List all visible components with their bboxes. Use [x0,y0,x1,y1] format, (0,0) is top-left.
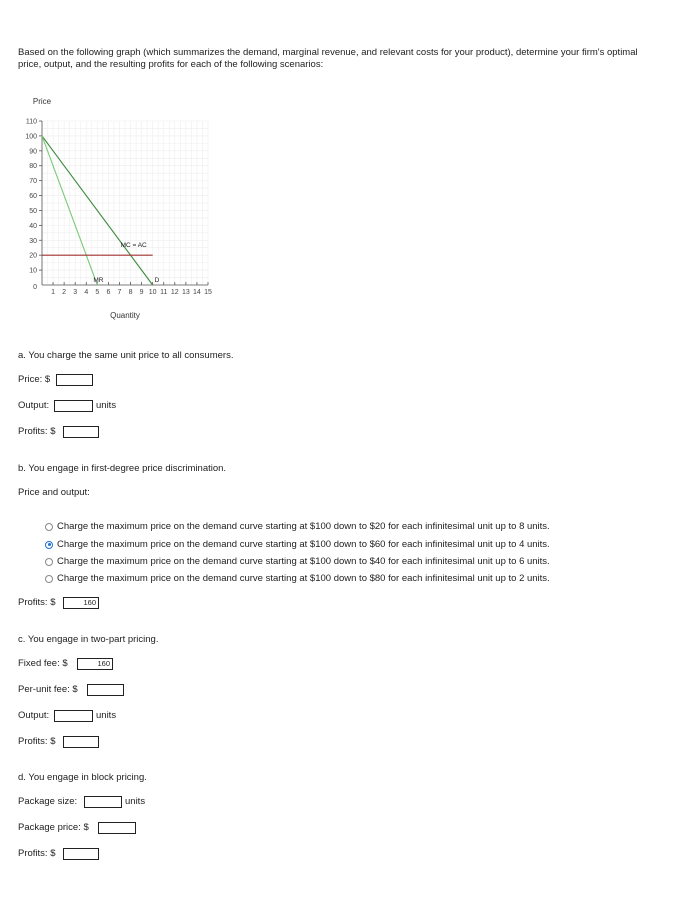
radio-button-4[interactable] [45,575,53,583]
fixed-fee-input[interactable]: 160 [77,658,113,670]
y-tick-label: 100 [25,133,37,141]
y-tick-label: 10 [29,267,37,275]
profits-label-c: Profits: $ [18,736,56,747]
y-axis-label: Price [32,97,52,106]
package-price-label: Package price: $ [18,822,89,833]
profits-input-a[interactable] [63,426,99,438]
x-tick-label: 6 [106,289,111,296]
x-tick-label: 15 [204,289,212,296]
price-label-a: Price: $ [18,374,51,385]
output-unit-a: units [96,400,117,411]
option-1[interactable] [45,521,550,532]
price-output-label-b: Price and output: [18,487,90,498]
mr-label: MR [93,277,104,284]
x-tick-label: 4 [84,289,89,296]
option-1-label: Charge the maximum price on the demand curve starting at $100 down to $20 for each infinitesimal unit up to 8 units. [57,521,550,532]
question-b: b. You engage in first-degree price discrimination. [18,463,227,474]
mc-ac-label: MC = AC [120,242,147,250]
y-tick-label: 50 [29,207,37,215]
per-unit-fee-input[interactable] [87,684,124,696]
profits-label-a: Profits: $ [18,426,56,437]
y-tick-label: 90 [29,148,37,156]
radio-button-1[interactable] [45,523,53,531]
x-tick-label: 9 [139,289,144,296]
x-tick-label: 10 [148,289,157,296]
x-axis-label: Quantity [110,311,140,320]
demand-chart [0,90,230,330]
question-d: d. You engage in block pricing. [18,772,147,783]
package-size-input[interactable] [84,796,122,808]
x-tick-label: 8 [128,289,133,296]
option-3[interactable] [45,556,550,567]
package-price-input[interactable] [98,822,136,834]
profits-input-c[interactable] [63,736,99,748]
x-tick-label: 11 [160,289,168,296]
question-a: a. You charge the same unit price to all consumers. [18,350,234,361]
package-size-label: Package size: [18,796,78,807]
radio-button-3[interactable] [45,558,53,566]
y-tick-label: 60 [29,193,37,201]
per-unit-fee-label: Per-unit fee: $ [18,684,78,695]
y-tick-label: 70 [29,178,37,186]
output-label-a: Output: [18,400,50,411]
output-label-c: Output: [18,710,50,721]
x-tick-label: 1 [51,289,56,296]
package-size-unit: units [125,796,146,807]
price-input-a[interactable] [56,374,93,386]
output-unit-c: units [96,710,117,721]
y-tick-label: 20 [29,252,37,260]
question-c: c. You engage in two-part pricing. [18,634,159,645]
option-4[interactable] [45,573,550,584]
x-tick-label: 12 [170,289,179,296]
x-tick-label: 2 [62,289,67,296]
profits-label-b: Profits: $ [18,597,56,608]
x-tick-label: 13 [181,289,190,296]
option-3-label: Charge the maximum price on the demand curve starting at $100 down to $40 for each infinitesimal unit up to 6 units. [57,556,550,567]
profits-input-b[interactable]: 160 [63,597,99,609]
option-4-label: Charge the maximum price on the demand curve starting at $100 down to $80 for each infinitesimal unit up to 2 units. [57,573,550,584]
option-2[interactable] [45,539,550,550]
intro-text: Based on the following graph (which summarizes the demand, marginal revenue, and relevant costs for your product), determine your firm's optimal price, output, and the resulting profits for each of the following scenarios: [18,47,638,70]
y-tick-label: 40 [29,222,37,230]
output-input-c[interactable] [54,710,93,722]
y-tick-label: 110 [25,118,37,126]
x-tick-label: 3 [73,289,78,296]
y-tick-label: 30 [29,237,37,245]
x-tick-label: 7 [117,289,122,296]
y-tick-label: 80 [29,163,37,171]
option-2-label: Charge the maximum price on the demand curve starting at $100 down to $60 for each infinitesimal unit up to 4 units. [57,539,550,550]
profits-input-d[interactable] [63,848,99,860]
x-tick-label: 5 [95,289,100,296]
profits-label-d: Profits: $ [18,848,56,859]
x-tick-label: 14 [193,289,201,296]
demand-label: D [154,277,160,284]
output-input-a[interactable] [54,400,93,412]
origin-label: 0 [33,284,37,291]
radio-button-2[interactable] [45,541,53,549]
fixed-fee-label: Fixed fee: $ [18,658,68,669]
